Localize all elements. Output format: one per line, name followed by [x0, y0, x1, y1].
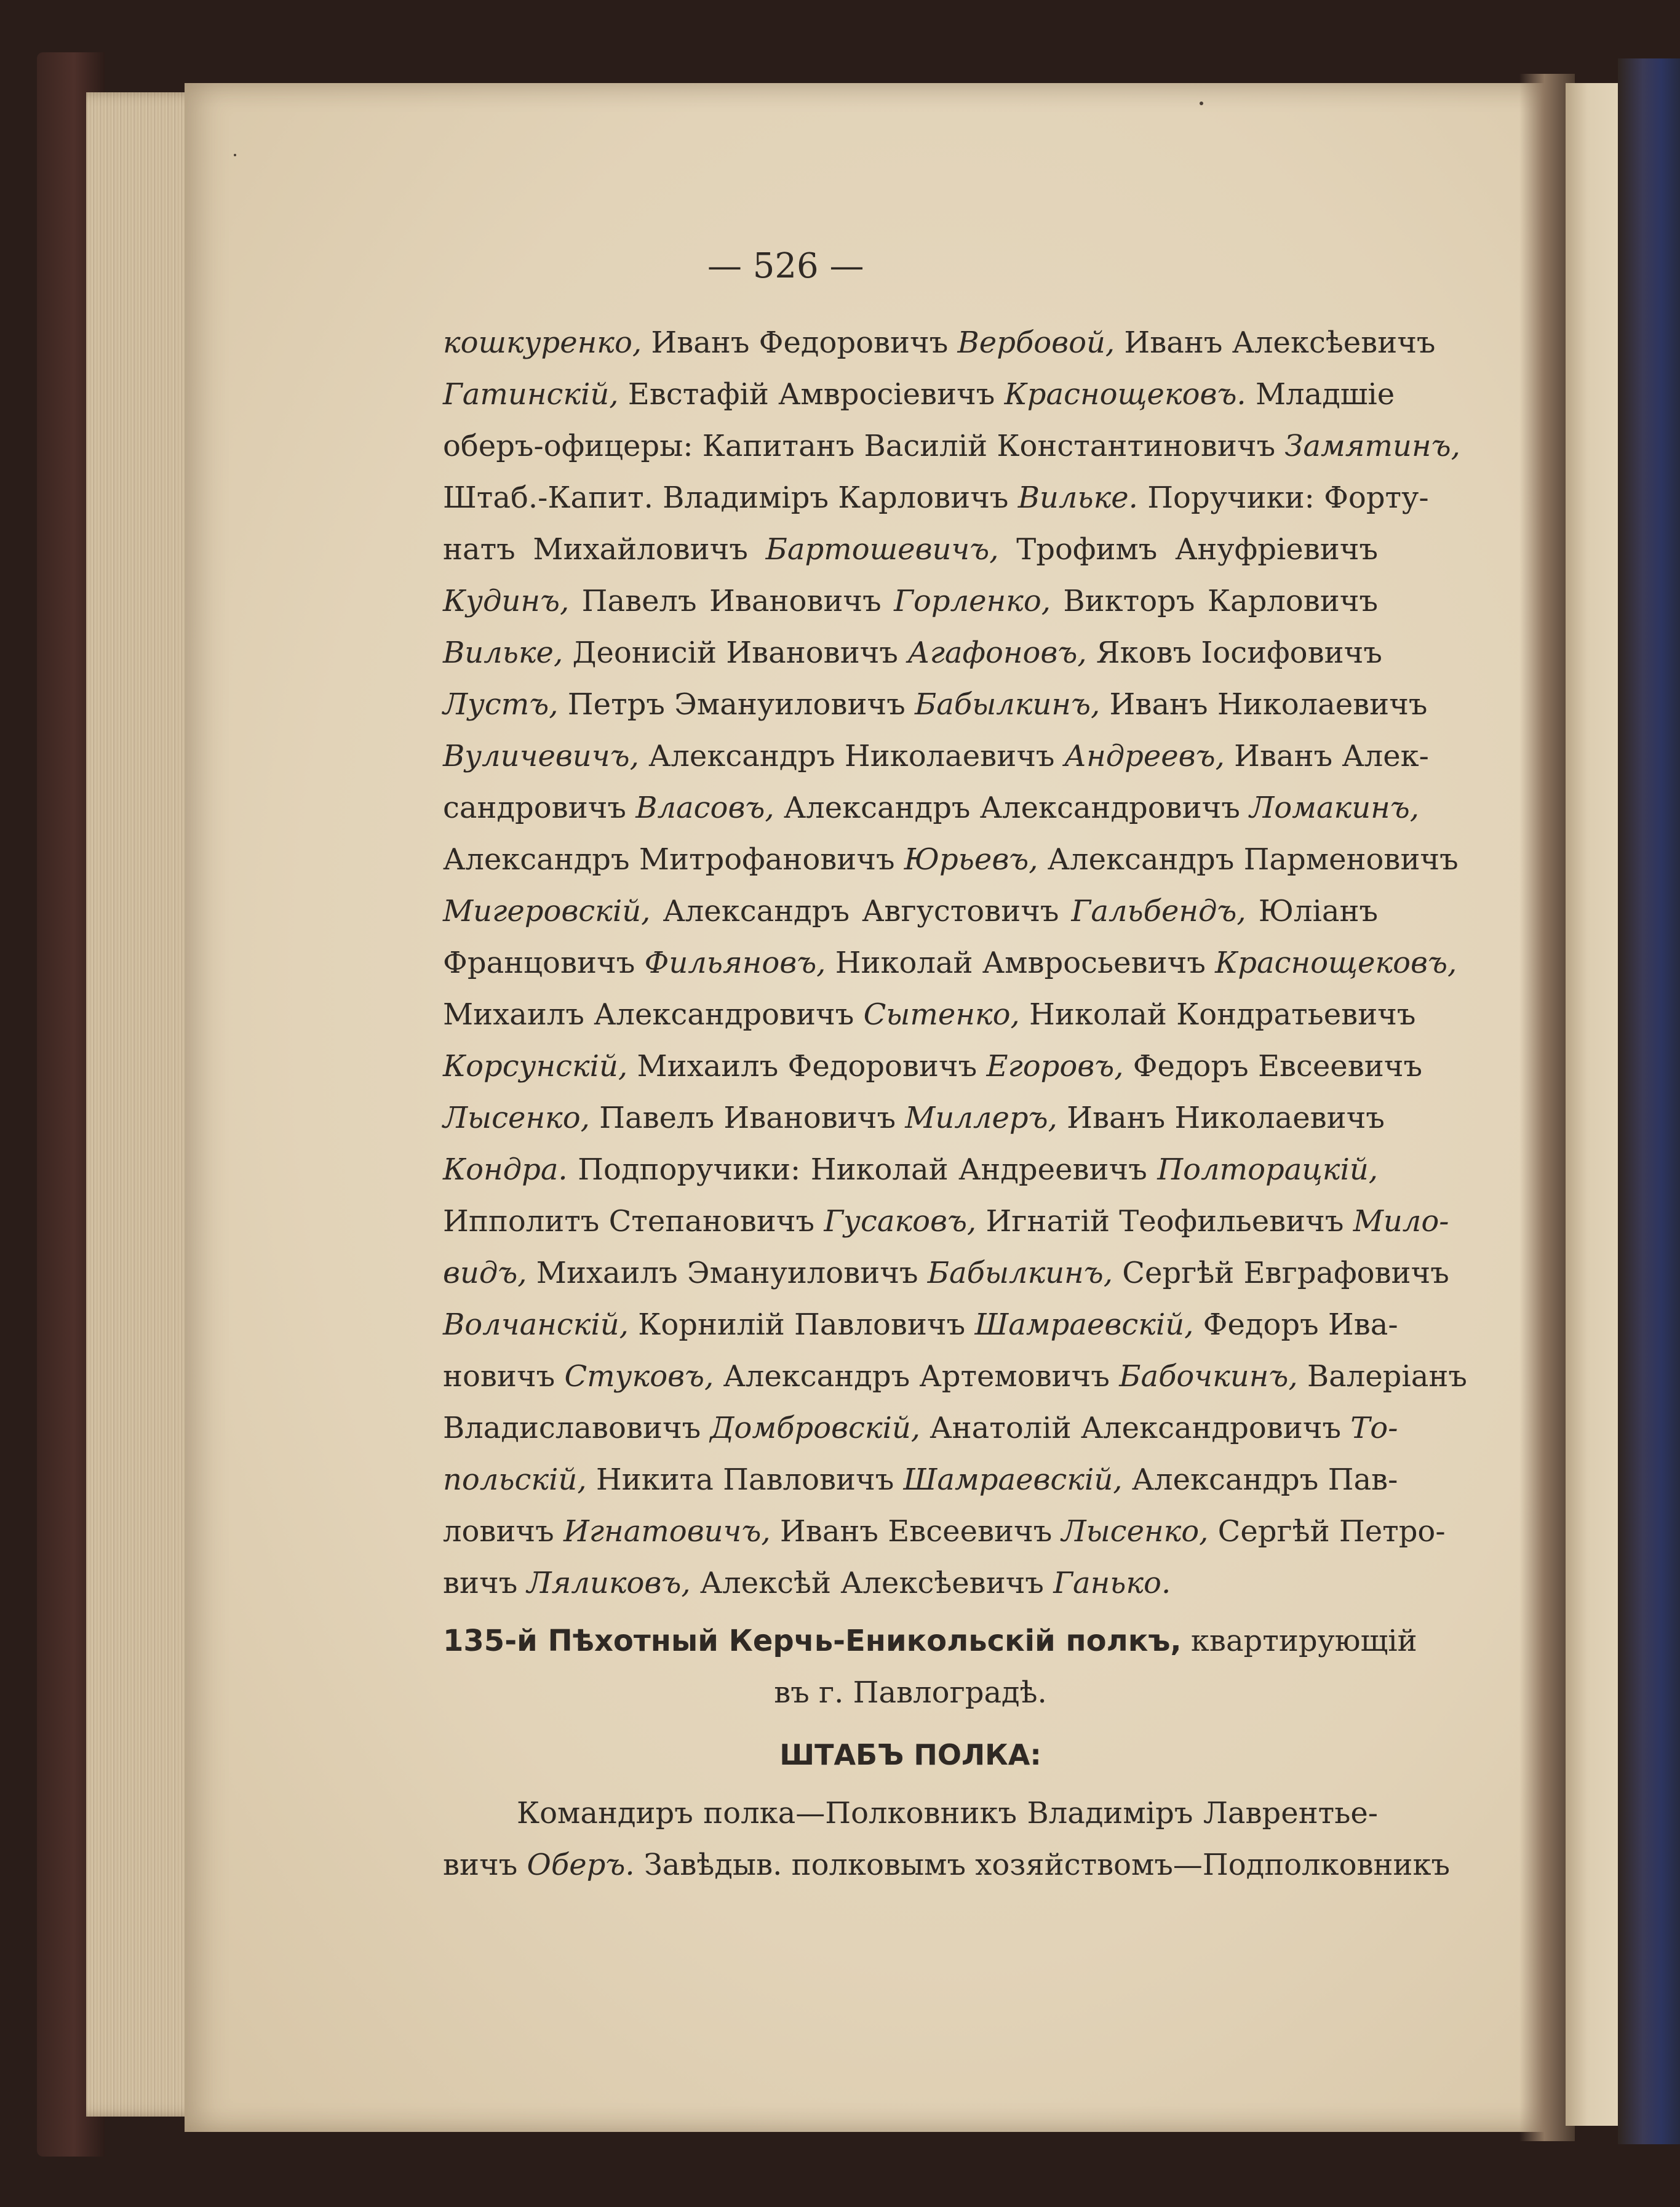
surname: Вербовой,: [957, 325, 1115, 360]
surname: Краснощековъ,: [1215, 946, 1457, 980]
surname: Кондра.: [443, 1152, 568, 1187]
text-run: Иванъ Алек-: [1224, 739, 1429, 773]
surname: Мигеровскій,: [443, 894, 651, 928]
text-line: [443, 1351, 1467, 1402]
surname: Фильяновъ,: [644, 946, 826, 980]
text-line: [443, 679, 1428, 730]
text-run: Николай Кондратьевичъ: [1019, 997, 1416, 1032]
text-run: Михаилъ Федоровичъ: [627, 1049, 987, 1084]
text-line: [443, 1144, 1378, 1195]
text-run: ловичъ: [443, 1514, 563, 1549]
surname: Гусаковъ,: [824, 1204, 977, 1239]
text-run: Александръ Митрофановичъ: [443, 842, 904, 877]
surname: Волчанскій,: [443, 1307, 629, 1342]
regiment-location: въ г. Павлоградѣ.: [774, 1675, 1047, 1710]
surname: Стуковъ,: [564, 1359, 714, 1394]
surname: Ляликовъ,: [527, 1566, 691, 1600]
surname: Шамраевскій,: [903, 1463, 1123, 1497]
text-line: [443, 834, 1459, 885]
text-run: вичъ: [443, 1848, 527, 1882]
text-run: Поручики: Форту-: [1137, 481, 1429, 515]
text-line: [443, 1402, 1398, 1454]
text-run: Александръ Парменовичъ: [1038, 842, 1459, 877]
text-line: [443, 1299, 1398, 1351]
text-run: Иванъ Алексѣевичъ: [1115, 325, 1436, 360]
surname: То-: [1350, 1411, 1398, 1445]
surname: Гатинскій,: [443, 377, 619, 412]
text-run: Завѣдыв. полковымъ хозяйствомъ—Подполковникъ: [634, 1848, 1451, 1882]
text-run: Деонисій Ивановичъ: [563, 636, 908, 670]
text-run: Францовичъ: [443, 946, 645, 980]
text-run: Трофимъ Ануфріевичъ: [998, 532, 1378, 567]
text-run: вичъ: [443, 1566, 527, 1600]
surname: Ганько.: [1053, 1566, 1171, 1600]
text-line: [443, 317, 1436, 369]
text-run: новичъ: [443, 1359, 565, 1394]
text-run: натъ Михайловичъ: [443, 532, 766, 567]
text-run: Александръ Артемовичъ: [714, 1359, 1120, 1394]
text-run: Сергѣй Петро-: [1208, 1514, 1446, 1549]
text-run: Александръ Пав-: [1122, 1463, 1398, 1497]
surname: Ломакинъ,: [1249, 791, 1419, 825]
surname: Власовъ,: [635, 791, 774, 825]
text-run: Яковъ Іосифовичъ: [1086, 636, 1382, 670]
surname: кошкуренко,: [443, 325, 642, 360]
surname: Лысенко,: [1061, 1514, 1209, 1549]
surname: Лысенко,: [443, 1101, 590, 1135]
text-line: [443, 472, 1429, 524]
text-line: [443, 885, 1378, 937]
surname: Игнатовичъ,: [563, 1514, 771, 1549]
text-run: Алексѣй Алексѣевичъ: [690, 1566, 1054, 1600]
text-run: Иванъ Николаевичъ: [1057, 1101, 1385, 1135]
text-line: [443, 1247, 1449, 1299]
text-run: Сергѣй Евграфовичъ: [1113, 1256, 1449, 1290]
facing-page-edge: [1566, 83, 1621, 2126]
surname: Шамраевскій,: [974, 1307, 1194, 1342]
surname: Бабылкинъ,: [915, 687, 1101, 722]
text-run: Ипполитъ Степановичъ: [443, 1204, 824, 1239]
surname: Лустъ,: [443, 687, 559, 722]
surname: Замятинъ,: [1284, 429, 1460, 463]
text-line: [443, 627, 1382, 679]
text-line: [443, 369, 1395, 420]
surname: Сытенко,: [863, 997, 1020, 1032]
surname: Горленко,: [894, 584, 1051, 618]
text-line: [443, 1195, 1449, 1247]
paper-speck: [1200, 102, 1203, 105]
text-line: [443, 1040, 1422, 1092]
text-line: [443, 1092, 1385, 1144]
text-run: Владиславовичъ: [443, 1411, 711, 1445]
text-run: Павелъ Ивановичъ: [569, 584, 894, 618]
surname: Юрьевъ,: [904, 842, 1038, 877]
surname: польскій,: [443, 1463, 587, 1497]
text-run: Викторъ Карловичъ: [1050, 584, 1379, 618]
surname: Оберъ.: [527, 1848, 635, 1882]
text-run: Павелъ Ивановичъ: [589, 1101, 906, 1135]
surname: Андреевъ,: [1064, 739, 1225, 773]
paper-speck: [234, 154, 236, 156]
surname: Вильке,: [443, 636, 563, 670]
text-run: Иванъ Федоровичъ: [642, 325, 958, 360]
text-line: [443, 782, 1419, 834]
surname: Кудинъ,: [443, 584, 570, 618]
text-line: [443, 524, 1378, 575]
text-run: Никита Павловичъ: [586, 1463, 904, 1497]
surname: Бабочкинъ,: [1119, 1359, 1298, 1394]
text-line: [443, 575, 1378, 627]
text-run: Юліанъ: [1246, 894, 1378, 928]
text-line: [443, 1506, 1446, 1557]
surname: Агафоновъ,: [907, 636, 1087, 670]
surname: Егоровъ,: [986, 1049, 1124, 1084]
text-line: [443, 937, 1457, 989]
text-line: [443, 989, 1416, 1040]
page-number: — 526 —: [707, 246, 864, 286]
text-run: Федоръ Ива-: [1193, 1307, 1398, 1342]
text-run: Анатолій Александровичъ: [920, 1411, 1351, 1445]
surname: Полторацкій,: [1157, 1152, 1378, 1187]
surname: видъ,: [443, 1256, 527, 1290]
text-run: Младшіе: [1246, 377, 1395, 412]
text-line: [443, 420, 1460, 472]
surname: Корсунскій,: [443, 1049, 628, 1084]
surname: Бартошевичъ,: [765, 532, 999, 567]
text-line: [443, 1839, 1451, 1891]
text-run: Иванъ Николаевичъ: [1100, 687, 1428, 722]
text-line: [443, 1557, 1378, 1609]
regiment-quartered: квартирующій: [1181, 1624, 1417, 1658]
surname: Вуличевичъ,: [443, 739, 639, 773]
surname: Домбровскій,: [710, 1411, 921, 1445]
staff-heading: ШТАБЪ ПОЛКА:: [779, 1738, 1041, 1771]
surname: Вильке.: [1017, 481, 1138, 515]
text-run: оберъ-офицеры: Капитанъ Василій Константиновичъ: [443, 429, 1285, 463]
regiment-name: 135-й Пѣхотный Керчь-Еникольскій полкъ,: [443, 1624, 1182, 1658]
text-run: Штаб.-Капит. Владиміръ Карловичъ: [443, 481, 1018, 515]
text-run: Николай Амвросьевичъ: [826, 946, 1216, 980]
surname: Бабылкинъ,: [927, 1256, 1113, 1290]
text-line: [443, 1454, 1398, 1506]
surname: Гальбендъ,: [1071, 894, 1246, 928]
text-line: [443, 730, 1429, 782]
text-run: Игнатій Теофильевичъ: [976, 1204, 1353, 1239]
text-run: Михаилъ Александровичъ: [443, 997, 864, 1032]
text-line: [443, 1787, 1378, 1839]
text-run: Подпоручики: Николай Андреевичъ: [567, 1152, 1158, 1187]
book-cover-right: [1618, 58, 1680, 2144]
regiment-heading-line: [443, 1615, 1417, 1667]
surname: Краснощековъ.: [1004, 377, 1246, 412]
text-run: Валеріанъ: [1297, 1359, 1467, 1394]
surname: Миллеръ,: [905, 1101, 1057, 1135]
text-run: Петръ Эмануиловичъ: [558, 687, 915, 722]
text-run: Евстафій Амвросіевичъ: [618, 377, 1005, 412]
text-run: Михаилъ Эмануиловичъ: [527, 1256, 928, 1290]
text-run: сандровичъ: [443, 791, 636, 825]
text-run: Командиръ полка—Полковникъ Владиміръ Лаврентье-: [517, 1796, 1378, 1830]
text-run: Александръ Николаевичъ: [639, 739, 1064, 773]
text-run: Федоръ Евсеевичъ: [1123, 1049, 1422, 1084]
text-run: Иванъ Евсеевичъ: [770, 1514, 1062, 1549]
text-run: Александръ Александровичъ: [774, 791, 1250, 825]
surname: Мило-: [1353, 1204, 1449, 1239]
text-run: Александръ Августовичъ: [650, 894, 1072, 928]
text-run: Корнилій Павловичъ: [628, 1307, 975, 1342]
